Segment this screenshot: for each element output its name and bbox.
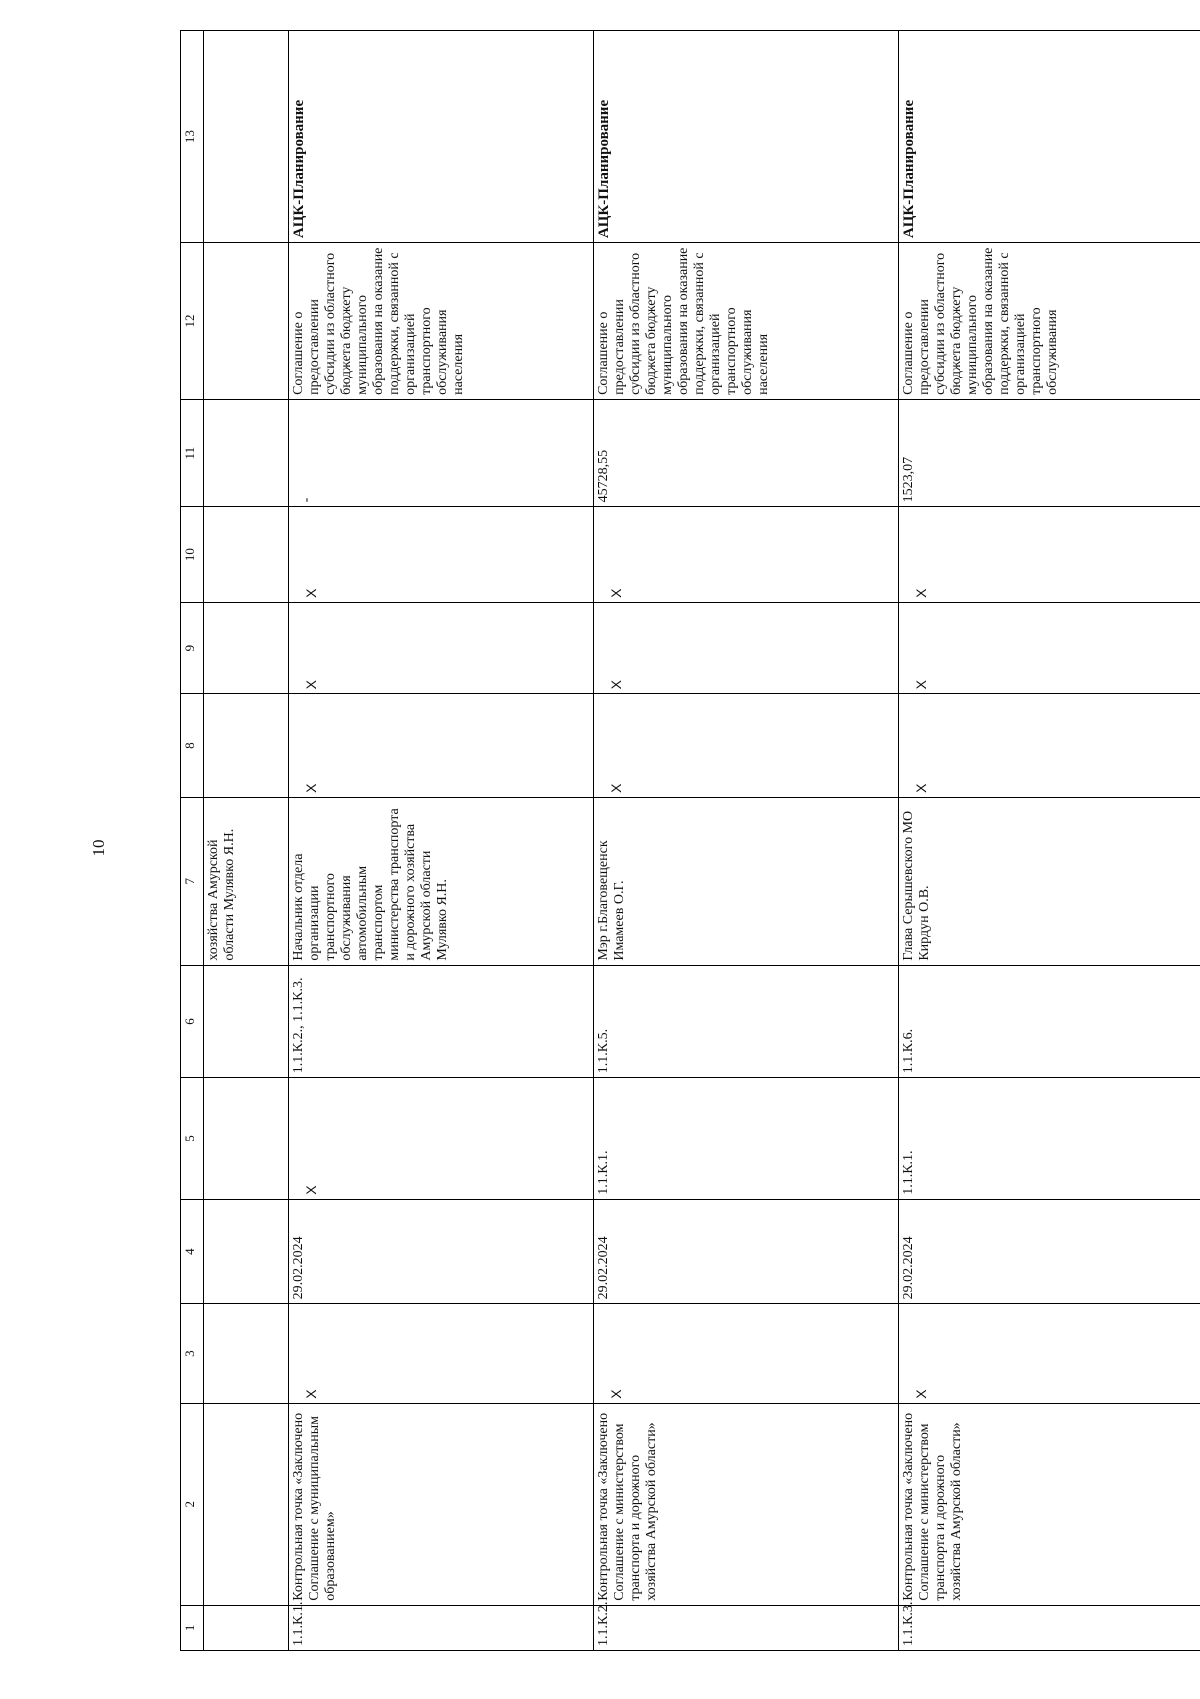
date-cell: 29.02.2024 [594, 1199, 899, 1304]
empty-cell [204, 965, 289, 1078]
table-row [289, 31, 594, 1651]
column-number: 4 [181, 1199, 204, 1304]
document-cell: Соглашение о предоставлении субсидии из областного бюджета бюджету муниципального образования на оказание поддержки, связанной с организацией транспортного обслуживания [899, 243, 1200, 400]
x-mark: X [594, 507, 899, 602]
responsible-cell: Мэр г.Благовещенск Имамеев О.Г. [594, 797, 899, 965]
column-number: 1 [181, 1605, 204, 1650]
document-cell: Соглашение о предоставлении субсидии из областного бюджета бюджету муниципального образования на оказание поддержки, связанной с организацией транспортного обслуживания населения [289, 243, 594, 400]
table-row [594, 31, 899, 1651]
document-cell: Соглашение о предоставлении субсидии из областного бюджета бюджету муниципального образования на оказание поддержки, связанной с организацией транспортного обслуживания населения [594, 243, 899, 400]
empty-cell [204, 1304, 289, 1403]
x-mark: X [899, 1304, 1200, 1403]
system-cell: АЦК-Планирование [594, 31, 899, 243]
column-number: 7 [181, 797, 204, 965]
column-number-row [181, 31, 204, 1651]
empty-cell [204, 1078, 289, 1200]
predecessor-cell: 1.1.К.1. [899, 1078, 1200, 1200]
successor-cell: 1.1.К.5. [594, 965, 899, 1078]
x-mark: X [289, 694, 594, 798]
empty-cell [204, 243, 289, 400]
empty-cell [204, 507, 289, 602]
control-point-name: Контрольная точка «Заключено Соглашение с министерством транспорта и дорожного хозяйства Амурской области» [899, 1403, 1200, 1605]
row-code: 1.1.К.3. [899, 1605, 1200, 1650]
x-mark: X [289, 602, 594, 693]
x-mark: X [594, 694, 899, 798]
date-cell: 29.02.2024 [289, 1199, 594, 1304]
column-number: 3 [181, 1304, 204, 1403]
responsible-cell: Начальник отдела организации транспортного обслуживания автомобильным транспортом министерства транспорта и дорожного хозяйства Амурской области Мулявко Я.Н. [289, 797, 594, 965]
x-mark: X [289, 1304, 594, 1403]
amount-cell: 45728,55 [594, 399, 899, 507]
x-mark: X [594, 1304, 899, 1403]
amount-cell: - [289, 399, 594, 507]
successor-cell: 1.1.К.6. [899, 965, 1200, 1078]
empty-cell [204, 1605, 289, 1650]
predecessor-cell: 1.1.К.1. [594, 1078, 899, 1200]
empty-cell [204, 399, 289, 507]
continuation-responsible: хозяйства Амурской области Мулявко Я.Н. [204, 797, 289, 965]
row-code: 1.1.К.1. [289, 1605, 594, 1650]
x-mark: X [594, 602, 899, 693]
x-mark: X [899, 602, 1200, 693]
control-point-name: Контрольная точка «Заключено Соглашение с муниципальным образованием» [289, 1403, 594, 1605]
column-number: 5 [181, 1078, 204, 1200]
page-number: 10 [89, 839, 108, 857]
x-mark: X [899, 507, 1200, 602]
empty-cell [204, 1199, 289, 1304]
empty-cell [204, 1403, 289, 1605]
column-number: 13 [181, 31, 204, 243]
system-cell: АЦК-Планирование [289, 31, 594, 243]
responsible-cell: Глава Серышевского МО Кирдун О.В. [899, 797, 1200, 965]
x-mark: X [289, 507, 594, 602]
date-cell: 29.02.2024 [899, 1199, 1200, 1304]
column-number: 6 [181, 965, 204, 1078]
column-number: 9 [181, 602, 204, 693]
successor-cell: 1.1.К.2., 1.1.К.3. [289, 965, 594, 1078]
column-number: 10 [181, 507, 204, 602]
column-number: 2 [181, 1403, 204, 1605]
column-number: 12 [181, 243, 204, 400]
table-row [899, 31, 1200, 1651]
predecessor-cell: X [289, 1078, 594, 1200]
system-cell: АЦК-Планирование [899, 31, 1200, 243]
row-code: 1.1.К.2. [594, 1605, 899, 1650]
x-mark: X [899, 694, 1200, 798]
empty-cell [204, 31, 289, 243]
control-points-table [180, 30, 1145, 1651]
column-number: 8 [181, 694, 204, 798]
empty-cell [204, 694, 289, 798]
column-number: 11 [181, 399, 204, 507]
amount-cell: 1523,07 [899, 399, 1200, 507]
continuation-row [204, 31, 289, 1651]
empty-cell [204, 602, 289, 693]
control-point-name: Контрольная точка «Заключено Соглашение с министерством транспорта и дорожного хозяйства Амурской области» [594, 1403, 899, 1605]
